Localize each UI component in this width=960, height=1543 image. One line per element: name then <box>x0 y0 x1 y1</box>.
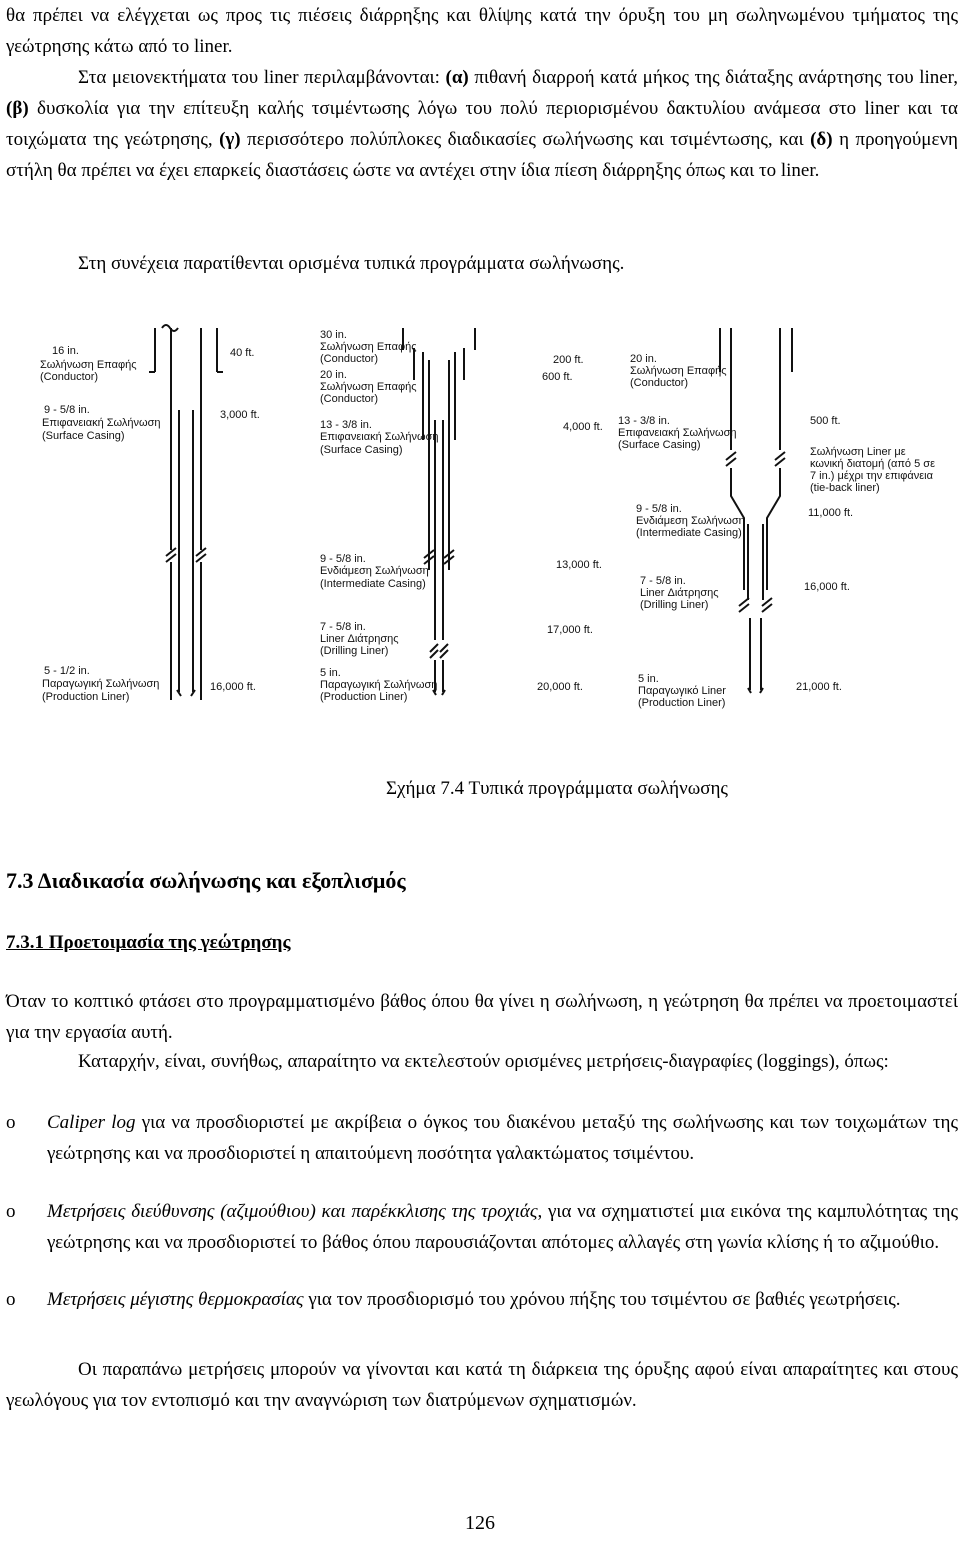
p3-label-9: (tie-back liner) <box>810 482 880 494</box>
p3-label-0: 20 in. <box>630 353 657 365</box>
paragraph-continuation: θα πρέπει να ελέγχεται ως προς τις πιέσεις διάρρηξης και θλίψης κατά την όρυξη του μη σωληνωμένου τμήματος της γεώτρησης κάτω από το liner. <box>6 5 958 57</box>
list-item-text <box>47 1107 958 1169</box>
paragraph-intro-programs: Στη συνέχεια παρατίθενται ορισμένα τυπικά προγράμματα σωλήνωσης. <box>78 253 625 274</box>
p1-label-1: Σωλήνωση Επαφής <box>40 359 137 371</box>
list-item <box>6 1107 958 1169</box>
bullet-marker: o <box>6 1112 16 1133</box>
p3-label-13: 7 - 5/8 in. <box>640 575 686 587</box>
p3-label-16: 5 in. <box>638 673 659 685</box>
p3-depth-2: 16,000 ft. <box>804 581 850 593</box>
p3-depth-3: 21,000 ft. <box>796 681 842 693</box>
p3-label-2: (Conductor) <box>630 377 689 389</box>
bullet-marker: o <box>6 1289 16 1310</box>
p2-label-10: Ενδιάμεση Σωλήνωση <box>320 565 429 577</box>
p1-label-0: 16 in. <box>52 345 79 357</box>
text-segment: πιθανή διαρροή κατά μήκος της διάταξης ανάρτησης του liner, <box>468 67 958 88</box>
p2-depth-0: 200 ft. <box>553 354 584 366</box>
p2-label-3: 20 in. <box>320 369 347 381</box>
item-marker-b: (β) <box>6 98 29 119</box>
p3-label-3: 13 - 3/8 in. <box>618 415 670 427</box>
list-item-term: Μετρήσεις διεύθυνσης (αζιμούθιου) και παρέκκλισης της τροχιάς <box>47 1201 538 1222</box>
item-marker-d: (δ) <box>810 129 833 150</box>
list-item-desc: , για να σχηματιστεί μια εικόνα της καμπυλότητας της γεώτρησης και να προσδιοριστεί το βάθος όπου παρουσιάζονται απότομες αλλαγές στη γωνία κλίσης ή το αζιμούθιο. <box>47 1201 958 1253</box>
casing-programs-figure <box>0 300 960 770</box>
p1-label-2: (Conductor) <box>40 371 99 383</box>
p1-depth-2: 16,000 ft. <box>210 681 256 693</box>
p3-label-17: Παραγωγικό Liner <box>638 685 726 697</box>
p2-label-15: 5 in. <box>320 667 341 679</box>
p1-label-4: Επιφανειακή Σωλήνωση <box>42 417 161 429</box>
p2-label-4: Σωλήνωση Επαφής <box>320 381 417 393</box>
p1-depth-0: 40 ft. <box>230 347 255 359</box>
p3-label-14: Liner Διάτρησης <box>640 587 719 599</box>
p1-label-8: (Production Liner) <box>42 691 130 703</box>
p3-label-15: (Drilling Liner) <box>640 599 709 611</box>
text-segment: Στα μειονεκτήματα του liner περιλαμβάνονται: <box>78 67 446 88</box>
paragraph-preparation: Όταν το κοπτικό φτάσει στο προγραμματισμένο βάθος όπου θα γίνει η σωλήνωση, η γεώτρηση θα πρέπει να προετοιμαστεί για την εργασία αυτή. <box>6 991 958 1043</box>
text-segment: δυσκολία για την επίτευξη καλής τσιμέντωσης λόγω του πολύ περιορισμένου δακτυλίου ανάμεσα στο liner και τα τοιχώματα της γεώτρησης, <box>6 98 958 150</box>
p2-depth-3: 13,000 ft. <box>556 559 602 571</box>
p2-label-12: 7 - 5/8 in. <box>320 621 366 633</box>
p3-label-18: (Production Liner) <box>638 697 726 709</box>
p2-label-7: Επιφανειακή Σωλήνωση <box>320 431 439 443</box>
text-segment: περισσότερο πολύπλοκες διαδικασίες σωλήνωσης και τσιμέντωσης, και <box>240 129 811 150</box>
list-item-desc: για τον προσδιορισμό του χρόνου πήξης του τσιμέντου σε βαθιές γεωτρήσεις. <box>303 1289 901 1310</box>
p2-label-6: 13 - 3/8 in. <box>320 419 372 431</box>
list-item-text <box>47 1284 958 1315</box>
p3-label-12: (Intermediate Casing) <box>636 527 742 539</box>
paragraph-loggings: Καταρχήν, είναι, συνήθως, απαραίτητο να εκτελεστούν ορισμένες μετρήσεις-διαγραφίες (loggings), όπως: <box>78 1051 889 1072</box>
casing-program-1 <box>149 325 223 700</box>
p2-label-11: (Intermediate Casing) <box>320 578 426 590</box>
p3-label-6: Σωλήνωση Liner με <box>810 446 906 458</box>
p3-label-7: κωνική διατομή (από 5 σε <box>810 458 935 470</box>
p3-label-1: Σωλήνωση Επαφής <box>630 365 727 377</box>
p2-label-17: (Production Liner) <box>320 691 408 703</box>
p1-label-6: 5 - 1/2 in. <box>44 665 90 677</box>
p2-label-16: Παραγωγική Σωλήνωση <box>320 679 438 691</box>
p2-depth-2: 4,000 ft. <box>563 421 603 433</box>
p2-depth-5: 20,000 ft. <box>537 681 583 693</box>
list-item-text <box>47 1196 958 1258</box>
p2-label-5: (Conductor) <box>320 393 379 405</box>
item-marker-c: (γ) <box>219 129 241 150</box>
casing-program-3 <box>720 328 792 693</box>
text-segment: η προηγούμενη στήλη θα πρέπει να έχει επαρκείς διαστάσεις ώστε να αντέχει στην ίδια πίεση διάρρηξης όπως και το liner. <box>6 129 958 181</box>
p1-label-3: 9 - 5/8 in. <box>44 404 90 416</box>
p1-label-7: Παραγωγική Σωλήνωση <box>42 678 160 690</box>
p2-label-1: Σωλήνωση Επαφής <box>320 341 417 353</box>
section-heading: 7.3 Διαδικασία σωλήνωσης και εξοπλισμός <box>6 868 406 893</box>
p2-depth-1: 600 ft. <box>542 371 573 383</box>
p1-depth-1: 3,000 ft. <box>220 409 260 421</box>
p2-label-0: 30 in. <box>320 329 347 341</box>
figure-caption: Σχήμα 7.4 Τυπικά προγράμματα σωλήνωσης <box>386 778 728 799</box>
p2-depth-4: 17,000 ft. <box>547 624 593 636</box>
bullet-marker: o <box>6 1201 16 1222</box>
p2-label-2: (Conductor) <box>320 353 379 365</box>
p3-depth-0: 500 ft. <box>810 415 841 427</box>
list-item <box>6 1196 958 1258</box>
item-marker-a: (α) <box>445 67 469 88</box>
p2-label-14: (Drilling Liner) <box>320 645 389 657</box>
p3-label-4: Επιφανειακή Σωλήνωση <box>618 427 737 439</box>
list-item-term: Μετρήσεις μέγιστης θερμοκρασίας <box>47 1289 304 1310</box>
p2-label-9: 9 - 5/8 in. <box>320 553 366 565</box>
p3-label-8: 7 in.) μέχρι την επιφάνεια <box>810 470 933 482</box>
list-item <box>6 1284 958 1315</box>
p2-label-8: (Surface Casing) <box>320 444 403 456</box>
p3-label-10: 9 - 5/8 in. <box>636 503 682 515</box>
list-item-desc: για να προσδιοριστεί με ακρίβεια ο όγκος του διακένου μεταξύ της σωλήνωσης και των τοιχωμάτων της γεώτρησης και να προσδιοριστεί η απαιτούμενη ποσότητα γαλακτώματος τσιμέντου. <box>47 1112 959 1164</box>
paragraph-measurements-note: Οι παραπάνω μετρήσεις μπορούν να γίνονται και κατά τη διάρκεια της όρυξης αφού είναι απαραίτητες και στους γεωλόγους για τον εντοπισμό και την αναγνώριση των διατρύμενων σχηματισμών. <box>6 1359 958 1411</box>
paragraph-liner-disadvantages <box>6 62 958 186</box>
p3-depth-1: 11,000 ft. <box>808 507 854 519</box>
p2-label-13: Liner Διάτρησης <box>320 633 399 645</box>
page-number: 126 <box>465 1512 495 1534</box>
p3-label-5: (Surface Casing) <box>618 439 701 451</box>
p3-label-11: Ενδιάμεση Σωλήνωση <box>636 515 745 527</box>
subsection-heading: 7.3.1 Προετοιμασία της γεώτρησης <box>6 932 291 953</box>
p1-label-5: (Surface Casing) <box>42 430 125 442</box>
list-item-term: Caliper log <box>47 1112 136 1133</box>
